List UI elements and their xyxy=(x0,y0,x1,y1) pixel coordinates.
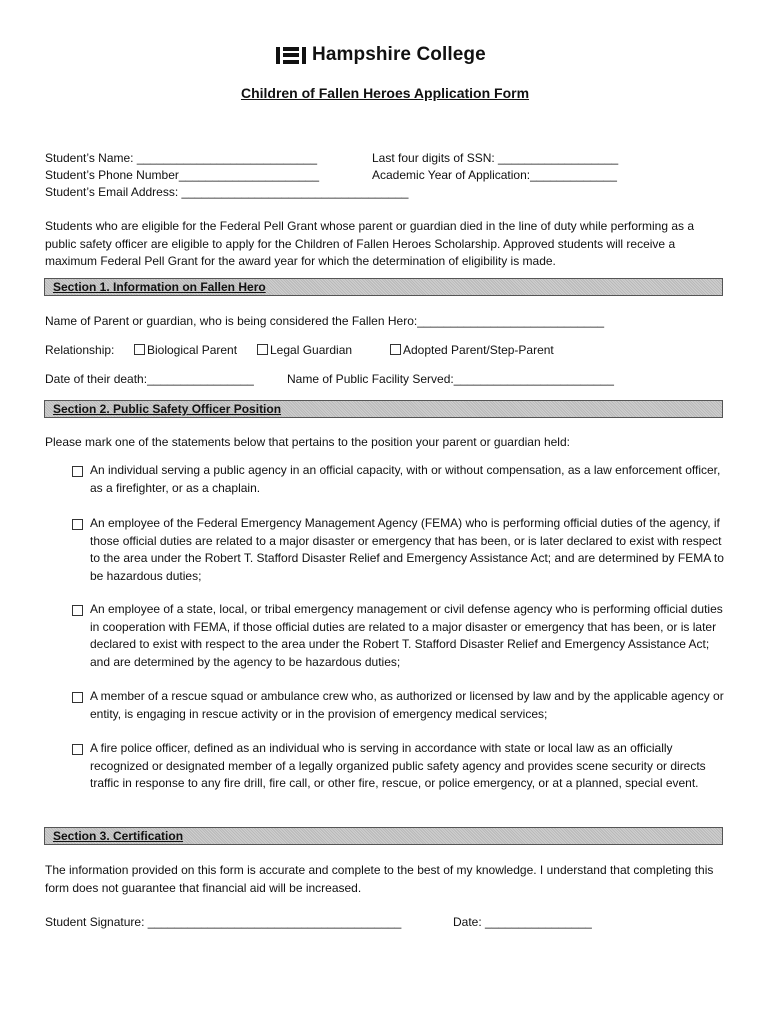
college-name: Hampshire College xyxy=(312,44,486,65)
ssn-field[interactable]: Last four digits of SSN: __________________ xyxy=(372,151,619,165)
college-logo xyxy=(276,44,486,66)
position-option-4[interactable] xyxy=(72,688,727,723)
relationship-option-guardian[interactable] xyxy=(257,342,352,359)
signature-date-field[interactable]: Date: ________________ xyxy=(453,915,592,929)
student-signature-field[interactable]: Student Signature: ______________________________________ xyxy=(45,915,402,929)
section-2-header xyxy=(44,400,723,418)
checkbox[interactable] xyxy=(72,519,83,530)
option-text: An employee of the Federal Emergency Management Agency (FEMA) who is performing official duties of the agency, if those official duties are related to a major disaster or emergency that has been, or is later declared to exist with respect to the area under the Robert T. Stafford Disaster Relief and Emergency Assistance Act; and are determined by FEMA to be hazardous duties; xyxy=(90,516,724,583)
section-2-title: Section 2. Public Safety Officer Position xyxy=(53,402,282,416)
section-1-title: Section 1. Information on Fallen Hero xyxy=(53,280,266,294)
student-phone-field[interactable]: Student’s Phone Number_____________________ xyxy=(45,168,320,182)
facility-field[interactable]: Name of Public Facility Served:________________________ xyxy=(287,372,614,386)
checkbox[interactable] xyxy=(72,744,83,755)
student-name-field[interactable]: Student’s Name: ___________________________ xyxy=(45,151,318,165)
option-text: An individual serving a public agency in an official capacity, with or without compensation, as a law enforcement officer, as a firefighter, or as a chaplain. xyxy=(90,463,721,495)
position-option-3[interactable] xyxy=(72,601,727,671)
option-label: Legal Guardian xyxy=(270,343,353,357)
checkbox[interactable] xyxy=(72,466,83,477)
form-title: Children of Fallen Heroes Application Form xyxy=(240,85,530,101)
academic-year-field[interactable]: Academic Year of Application:_____________ xyxy=(372,168,617,182)
college-logo-mark xyxy=(276,47,306,64)
option-label: Biological Parent xyxy=(147,343,238,357)
checkbox[interactable] xyxy=(134,344,145,355)
checkbox[interactable] xyxy=(390,344,401,355)
checkbox[interactable] xyxy=(72,605,83,616)
checkbox[interactable] xyxy=(257,344,268,355)
relationship-label: Relationship: xyxy=(45,343,115,357)
position-instruction: Please mark one of the statements below that pertains to the position your parent or guardian held: xyxy=(45,435,570,449)
checkbox[interactable] xyxy=(72,692,83,703)
relationship-option-biological[interactable] xyxy=(134,342,237,359)
section-3-title: Section 3. Certification xyxy=(53,829,184,843)
position-option-2[interactable] xyxy=(72,515,727,585)
option-label: Adopted Parent/Step-Parent xyxy=(403,343,554,357)
date-of-death-field[interactable]: Date of their death:________________ xyxy=(45,372,254,386)
position-option-1[interactable] xyxy=(72,462,727,497)
relationship-option-adopted[interactable] xyxy=(390,342,554,359)
option-text: An employee of a state, local, or tribal emergency management or civil defense agency who is performing official duties in cooperation with FEMA, if those official duties are related to a major disaster or emergency that has been, or is later declared to exist with respect to the area under the Robert T. Stafford Disaster Relief and Emergency Assistance Act; and are determined by the agency to be hazardous duties; xyxy=(90,602,723,669)
certification-statement: The information provided on this form is accurate and complete to the best of my knowledge. I understand that completing this form does not guarantee that financial aid will be increased. xyxy=(45,863,714,895)
option-text: A member of a rescue squad or ambulance crew who, as authorized or licensed by law and by the applicable agency or entity, is engaging in rescue activity or in the provision of emergency medical services; xyxy=(90,689,724,721)
eligibility-paragraph: Students who are eligible for the Federal Pell Grant whose parent or guardian died in the line of duty while performing as a public safety officer are eligible to apply for the Children of Fallen Heroes Scholarship. Approved students will receive a maximum Federal Pell Grant for the award year for which the determination of eligibility is made. xyxy=(45,219,695,268)
parent-name-field[interactable]: Name of Parent or guardian, who is being considered the Fallen Hero:____________________________ xyxy=(45,314,605,328)
section-1-header xyxy=(44,278,723,296)
option-text: A fire police officer, defined as an individual who is serving in accordance with state or local law as an officially recognized or designated member of a legally organized public safety agency and provides scene security or directs traffic in response to any fire drill, fire call, or other fire, rescue, or police emergency, or at a planned, special event. xyxy=(90,741,706,790)
position-option-5[interactable] xyxy=(72,740,727,793)
section-3-header xyxy=(44,827,723,845)
student-email-field[interactable]: Student’s Email Address: __________________________________ xyxy=(45,185,409,199)
